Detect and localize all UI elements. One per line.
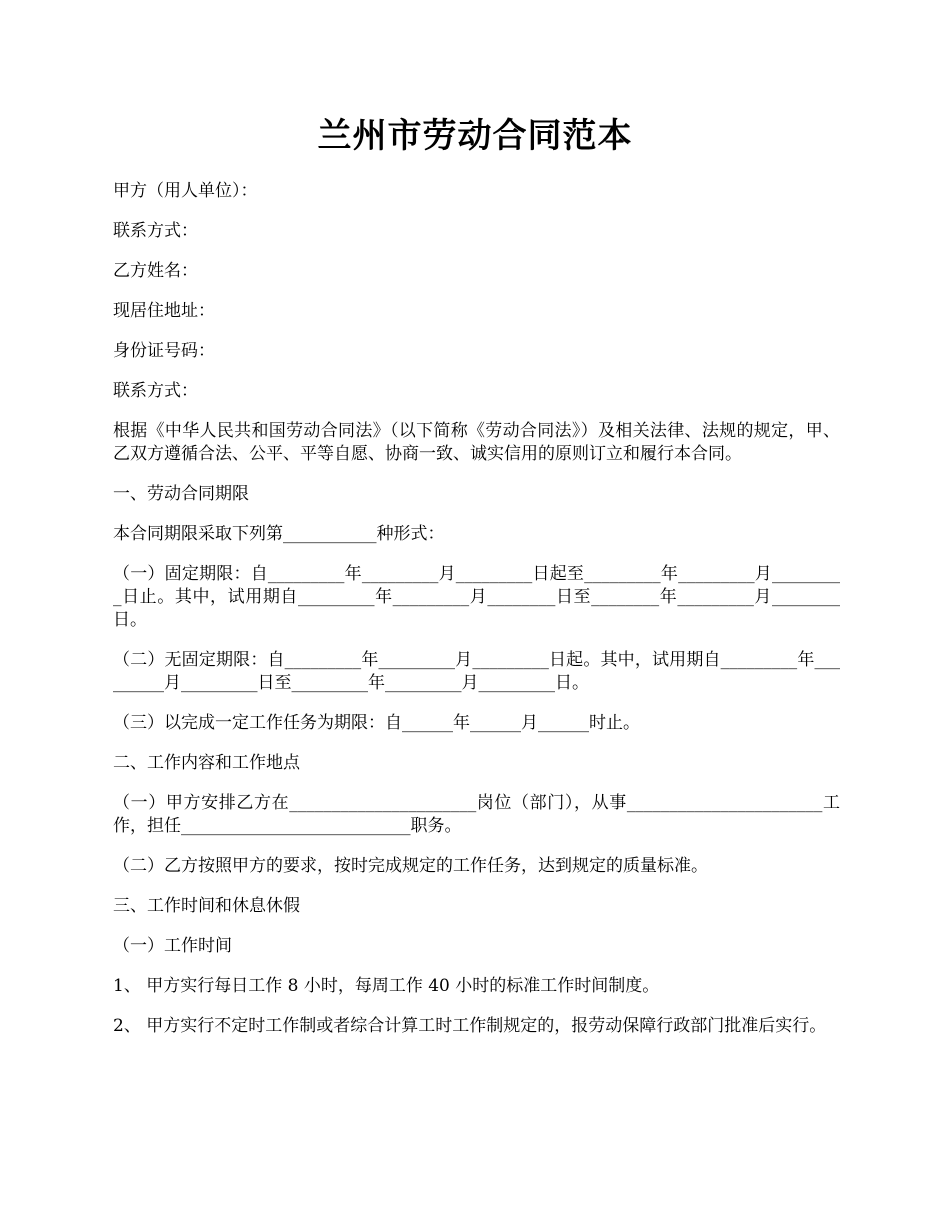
party-b-address-line: 现居住地址： xyxy=(113,301,215,321)
work-position-clause: （一）甲方安排乙方在______________________岗位（部门），从事_______________________工作，担任___________________________职务。 xyxy=(113,793,840,836)
party-b-contact-line: 联系方式： xyxy=(113,381,198,401)
party-a-contact-line: 联系方式： xyxy=(113,221,198,241)
document-title: 兰州市劳动合同范本 xyxy=(317,116,633,156)
subheading-working-time: （一）工作时间 xyxy=(113,936,232,956)
section-heading-hours: 三、工作时间和休息休假 xyxy=(113,896,300,916)
party-b-name-line: 乙方姓名： xyxy=(113,261,198,281)
term-form-line: 本合同期限采取下列第___________种形式： xyxy=(113,524,445,544)
task-term-clause: （三）以完成一定工作任务为期限：自______年______月______时止。 xyxy=(113,713,640,733)
work-quality-clause: （二）乙方按照甲方的要求，按时完成规定的工作任务，达到规定的质量标准。 xyxy=(113,856,708,876)
standard-hours-item: 1、 甲方实行每日工作 8 小时，每周工作 40 小时的标准工作时间制度。 xyxy=(113,976,660,996)
document-body xyxy=(113,180,840,1055)
section-heading-term: 一、劳动合同期限 xyxy=(113,484,249,504)
flexible-hours-item: 2、 甲方实行不定时工作制或者综合计算工时工作制规定的，报劳动保障行政部门批准后实行。 xyxy=(113,1016,827,1036)
open-term-clause: （二）无固定期限：自_________年_________月_________日起。其中，试用期自_________年_________月_________日至_________年_________月_________日。 xyxy=(113,650,840,693)
preamble-paragraph: 根据《中华人民共和国劳动合同法》（以下简称《劳动合同法》）及相关法律、法规的规定，甲、乙双方遵循合法、公平、平等自愿、协商一致、诚实信用的原则订立和履行本合同。 xyxy=(113,421,840,464)
fixed-term-clause: （一）固定期限：自_________年_________月_________日起至_________年_________月_________日止。其中，试用期自_________年_________月________日至________年_________月________日。 xyxy=(113,564,840,630)
section-heading-work: 二、工作内容和工作地点 xyxy=(113,753,300,773)
party-a-line: 甲方（用人单位）： xyxy=(113,181,258,201)
party-b-id-line: 身份证号码： xyxy=(113,341,215,361)
